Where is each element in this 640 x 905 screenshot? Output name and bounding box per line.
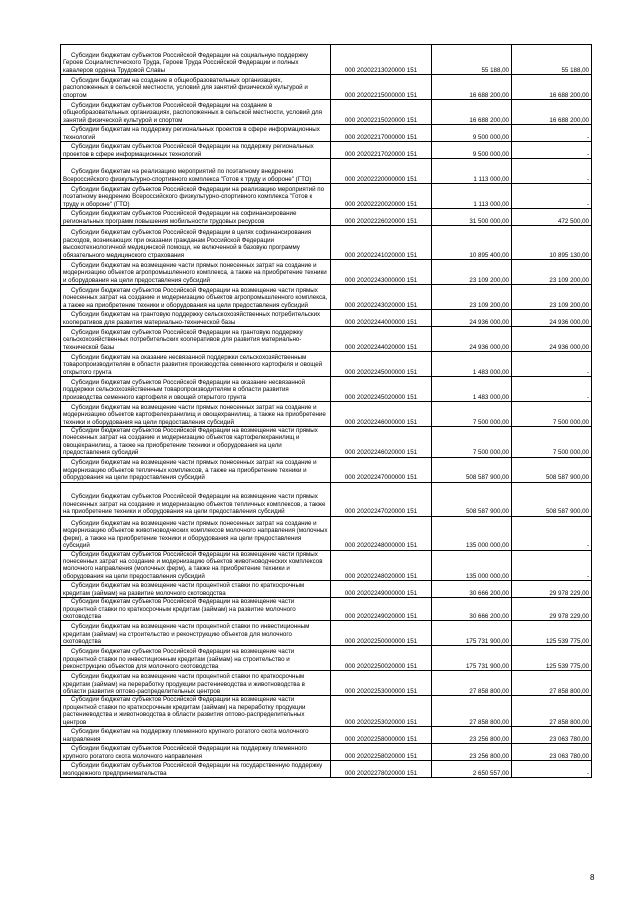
cell-planned: 30 666 200,00 (432, 581, 512, 598)
cell-name: Субсидии бюджетам субъектов Российской Федерации на поддержку племенного крупного рогатого скота молочного направления (61, 744, 331, 761)
cell-code: 000 20202258000000 151 (331, 727, 432, 744)
cell-name: Субсидии бюджетам субъектов Российской Федерации на софинансирование региональных программ повышения мобильности трудовых ресурсов (61, 209, 331, 226)
cell-planned: 7 500 000,00 (432, 427, 512, 458)
cell-name: Субсидии бюджетам на грантовую поддержку сельскохозяйственных потребительских кооперативов для развития материально-технической базы (61, 310, 331, 327)
cell-name: Субсидии бюджетам на оказание несвязанной поддержки сельскохозяйственным товаропроизводителям в области развития производства семенного картофеля и овощей открытого грунта (61, 352, 331, 377)
table-row (61, 646, 592, 671)
cell-name: Субсидии бюджетам субъектов Российской Федерации на реализацию мероприятий по поэтапному внедрению Всероссийского физкультурно-спортивного комплекса "Готов к труду и обороне" (ГТО) (61, 184, 331, 209)
cell-planned: 1 113 000,00 (432, 184, 512, 209)
cell-planned: 55 188,00 (432, 45, 512, 75)
cell-executed: - (512, 516, 592, 550)
cell-code: 000 20202243000000 151 (331, 260, 432, 285)
table-row (61, 226, 592, 260)
cell-code: 000 20202245020000 151 (331, 377, 432, 402)
cell-code: 000 20202217000000 151 (331, 125, 432, 142)
cell-executed: - (512, 352, 592, 377)
table-row (61, 100, 592, 125)
cell-name: Субсидии бюджетам на реализацию мероприятий по поэтапному внедрению Всероссийского физкультурно-спортивного комплекса "Готов к труду и обороне" (ГТО) (61, 159, 331, 184)
cell-name: Субсидии бюджетам на поддержку региональных проектов в сфере информационных технологий (61, 125, 331, 142)
cell-code: 000 20202258020000 151 (331, 744, 432, 761)
table-row (61, 457, 592, 482)
table-row (61, 142, 592, 159)
cell-name: Субсидии бюджетам субъектов Российской Федерации на возмещение части процентной ставки по краткосрочным кредитам (займам) на переработку продукции растениеводства и животноводства в области развития оптово-распределительных центров (61, 696, 331, 727)
cell-planned: 1 113 000,00 (432, 159, 512, 184)
cell-planned: 31 500 000,00 (432, 209, 512, 226)
cell-executed: 472 500,00 (512, 209, 592, 226)
cell-executed: 23 109 200,00 (512, 285, 592, 310)
table-row (61, 744, 592, 761)
table-row (61, 761, 592, 778)
cell-executed: 7 500 000,00 (512, 427, 592, 458)
table-row (61, 352, 592, 377)
table-row (61, 184, 592, 209)
cell-name: Субсидии бюджетам на возмещение части прямых понесенных затрат на создание и модернизацию объектов тепличных комплексов, а также на приобретение техники и оборудования на цели предоставления субсидий (61, 457, 331, 482)
cell-executed: 29 978 229,00 (512, 581, 592, 598)
cell-planned: 1 483 000,00 (432, 377, 512, 402)
cell-planned: 135 000 000,00 (432, 550, 512, 581)
cell-name: Субсидии бюджетам субъектов Российской Федерации на возмещение части прямых понесенных затрат на создание и модернизацию объектов картофелехранилищ и овощехранилищ, а также на приобретение техники и оборудования на цели предоставления субсидий (61, 427, 331, 458)
cell-planned: 1 483 000,00 (432, 352, 512, 377)
cell-name: Субсидии бюджетам субъектов Российской Федерации на оказание несвязанной поддержки сельскохозяйственным товаропроизводителям в области развития производства семенного картофеля и овощей открытого грунта (61, 377, 331, 402)
table-row (61, 621, 592, 646)
cell-executed: - (512, 377, 592, 402)
table-row (61, 402, 592, 427)
cell-planned: 9 500 000,00 (432, 142, 512, 159)
cell-code: 000 20202248000000 151 (331, 516, 432, 550)
table-row (61, 377, 592, 402)
cell-code: 000 20202220020000 151 (331, 184, 432, 209)
cell-code: 000 20202220000000 151 (331, 159, 432, 184)
cell-name: Субсидии бюджетам на возмещение части процентной ставки по краткосрочным кредитам (займам) на развитие молочного скотоводства (61, 581, 331, 598)
cell-executed: 7 500 000,00 (512, 402, 592, 427)
table-row (61, 598, 592, 621)
cell-code: 000 20202226020000 151 (331, 209, 432, 226)
cell-code: 000 20202245000000 151 (331, 352, 432, 377)
cell-code: 000 20202246020000 151 (331, 427, 432, 458)
cell-code: 000 20202246000000 151 (331, 402, 432, 427)
table-row (61, 209, 592, 226)
cell-executed: - (512, 125, 592, 142)
cell-executed: 24 936 000,00 (512, 310, 592, 327)
table-row (61, 125, 592, 142)
table-row (61, 696, 592, 727)
cell-name: Субсидии бюджетам на возмещение части процентной ставки по инвестиционным кредитам (займам) на строительство и реконструкцию объектов для молочного скотоводства (61, 621, 331, 646)
cell-executed: 10 895 130,00 (512, 226, 592, 260)
cell-executed: 27 858 800,00 (512, 671, 592, 696)
cell-planned: 16 688 200,00 (432, 100, 512, 125)
cell-planned: 23 256 800,00 (432, 727, 512, 744)
cell-name: Субсидии бюджетам субъектов Российской Федерации на возмещение части прямых понесенных затрат на создание и модернизацию объектов тепличных комплексов, а также на приобретение техники и оборудования на цели предоставления субсидий (61, 482, 331, 516)
cell-planned: 27 858 800,00 (432, 671, 512, 696)
cell-planned: 27 858 800,00 (432, 696, 512, 727)
cell-executed: 27 858 800,00 (512, 696, 592, 727)
cell-executed: - (512, 550, 592, 581)
cell-name: Субсидии бюджетам на возмещение части прямых понесенных затрат на создание и модернизацию объектов агропромышленного комплекса, а также на приобретение техники и оборудования на цели предоставления субсидий (61, 260, 331, 285)
cell-code: 000 20202253020000 151 (331, 696, 432, 727)
cell-planned: 175 731 900,00 (432, 646, 512, 671)
cell-executed: 16 688 200,00 (512, 75, 592, 100)
cell-planned: 23 109 200,00 (432, 260, 512, 285)
cell-executed: 23 063 780,00 (512, 727, 592, 744)
cell-planned: 9 500 000,00 (432, 125, 512, 142)
table-row (61, 516, 592, 550)
cell-name: Субсидии бюджетам субъектов Российской Федерации на государственную поддержку молодежного предпринимательства (61, 761, 331, 778)
cell-name: Субсидии бюджетам субъектов Российской Федерации на возмещение части прямых понесенных затрат на создание и модернизацию объектов животноводческих комплексов молочного направления (молочных ферм), а также на приобретение техники и оборудования на цели предоставления субсидий (61, 550, 331, 581)
cell-executed: 508 587 900,00 (512, 482, 592, 516)
table-row (61, 482, 592, 516)
cell-name: Субсидии бюджетам субъектов Российской Федерации на создание в общеобразовательных организациях, расположенных в сельской местности, условий для занятий физической культурой и спортом (61, 100, 331, 125)
cell-code: 000 20202247020000 151 (331, 482, 432, 516)
cell-planned: 175 731 900,00 (432, 621, 512, 646)
cell-executed: 508 587 900,00 (512, 457, 592, 482)
cell-planned: 135 000 000,00 (432, 516, 512, 550)
cell-executed: - (512, 159, 592, 184)
cell-executed: 16 688 200,00 (512, 100, 592, 125)
cell-name: Субсидии бюджетам субъектов Российской Федерации на возмещение части процентной ставки по инвестиционным кредитам (займам) на строительство и реконструкцию объектов для молочного скотоводства (61, 646, 331, 671)
cell-executed: - (512, 142, 592, 159)
table-row (61, 671, 592, 696)
table-row (61, 310, 592, 327)
cell-executed: 29 978 229,00 (512, 598, 592, 621)
cell-planned: 23 109 200,00 (432, 285, 512, 310)
cell-code: 000 20202215000000 151 (331, 75, 432, 100)
cell-planned: 24 936 000,00 (432, 327, 512, 352)
cell-name: Субсидии бюджетам субъектов Российской Федерации на грантовую поддержку сельскохозяйственных потребительских кооперативов для развития материально-технической базы (61, 327, 331, 352)
table-row (61, 727, 592, 744)
cell-code: 000 20202278020000 151 (331, 761, 432, 778)
table-row (61, 427, 592, 458)
cell-name: Субсидии бюджетам на возмещение части прямых понесенных затрат на создание и модернизацию объектов животноводческих комплексов молочного направления (молочных ферм), а также на приобретение техники и оборудования на цели предоставления субсидий (61, 516, 331, 550)
cell-name: Субсидии бюджетам субъектов Российской Федерации на возмещение части процентной ставки по краткосрочным кредитам (займам) на развитие молочного скотоводства (61, 598, 331, 621)
table-row (61, 45, 592, 75)
table-row (61, 285, 592, 310)
cell-code: 000 20202244020000 151 (331, 327, 432, 352)
cell-executed: - (512, 761, 592, 778)
cell-code: 000 20202215020000 151 (331, 100, 432, 125)
cell-planned: 2 650 557,00 (432, 761, 512, 778)
cell-executed: 55 188,00 (512, 45, 592, 75)
cell-code: 000 20202249020000 151 (331, 598, 432, 621)
cell-name: Субсидии бюджетам субъектов Российской Федерации на возмещение части прямых понесенных затрат на создание и модернизацию объектов агропромышленного комплекса, а также на приобретение техники и оборудования на цели предоставления субсидий (61, 285, 331, 310)
cell-name: Субсидии бюджетам субъектов Российской Федерации на поддержку региональных проектов в сфере информационных технологий (61, 142, 331, 159)
cell-code: 000 20202250020000 151 (331, 646, 432, 671)
cell-name: Субсидии бюджетам на поддержку племенного крупного рогатого скота молочного направления (61, 727, 331, 744)
cell-planned: 10 895 400,00 (432, 226, 512, 260)
cell-name: Субсидии бюджетам на возмещение части процентной ставки по краткосрочным кредитам (займам) на переработку продукции растениеводства и животноводства в области развития оптово-распределительных центров (61, 671, 331, 696)
cell-executed: 125 539 775,00 (512, 621, 592, 646)
cell-executed: - (512, 184, 592, 209)
cell-code: 000 20202241020000 151 (331, 226, 432, 260)
cell-code: 000 20202243020000 151 (331, 285, 432, 310)
cell-planned: 16 688 200,00 (432, 75, 512, 100)
cell-name: Субсидии бюджетам на возмещение части прямых понесенных затрат на создание и модернизацию объектов картофелехранилищ и овощехранилищ, а также на приобретение техники и оборудования на цели предоставления субсидий (61, 402, 331, 427)
page-number: 8 (590, 873, 595, 882)
cell-planned: 508 587 900,00 (432, 457, 512, 482)
cell-executed: 23 063 780,00 (512, 744, 592, 761)
cell-executed: 125 539 775,00 (512, 646, 592, 671)
table-row (61, 550, 592, 581)
cell-code: 000 20202213020000 151 (331, 45, 432, 75)
cell-planned: 30 666 200,00 (432, 598, 512, 621)
cell-name: Субсидии бюджетам субъектов Российской Федерации на социальную поддержку Героев Социалистического Труда, Героев Труда Российской Федерации и полных кавалеров ордена Трудовой Славы (61, 45, 331, 75)
table-row (61, 327, 592, 352)
cell-planned: 508 587 900,00 (432, 482, 512, 516)
table-row (61, 581, 592, 598)
cell-code: 000 20202244000000 151 (331, 310, 432, 327)
cell-executed: 23 109 200,00 (512, 260, 592, 285)
cell-code: 000 20202248020000 151 (331, 550, 432, 581)
cell-planned: 23 256 800,00 (432, 744, 512, 761)
cell-name: Субсидии бюджетам субъектов Российской Федерации в целях софинансирования расходов, возникающих при оказании гражданам Российской Федерации высокотехнологичной медицинской помощи, не включенной в базовую программу обязательного медицинского страхования (61, 226, 331, 260)
cell-code: 000 20202217020000 151 (331, 142, 432, 159)
budget-table (60, 44, 592, 778)
table-row (61, 260, 592, 285)
cell-code: 000 20202247000000 151 (331, 457, 432, 482)
table-row (61, 75, 592, 100)
cell-name: Субсидии бюджетам на создание в общеобразовательных организациях, расположенных в сельской местности, условий для занятий физической культурой и спортом (61, 75, 331, 100)
cell-code: 000 20202250000000 151 (331, 621, 432, 646)
cell-executed: 24 936 000,00 (512, 327, 592, 352)
cell-code: 000 20202253000000 151 (331, 671, 432, 696)
cell-code: 000 20202249000000 151 (331, 581, 432, 598)
table-row (61, 159, 592, 184)
cell-planned: 24 936 000,00 (432, 310, 512, 327)
cell-planned: 7 500 000,00 (432, 402, 512, 427)
